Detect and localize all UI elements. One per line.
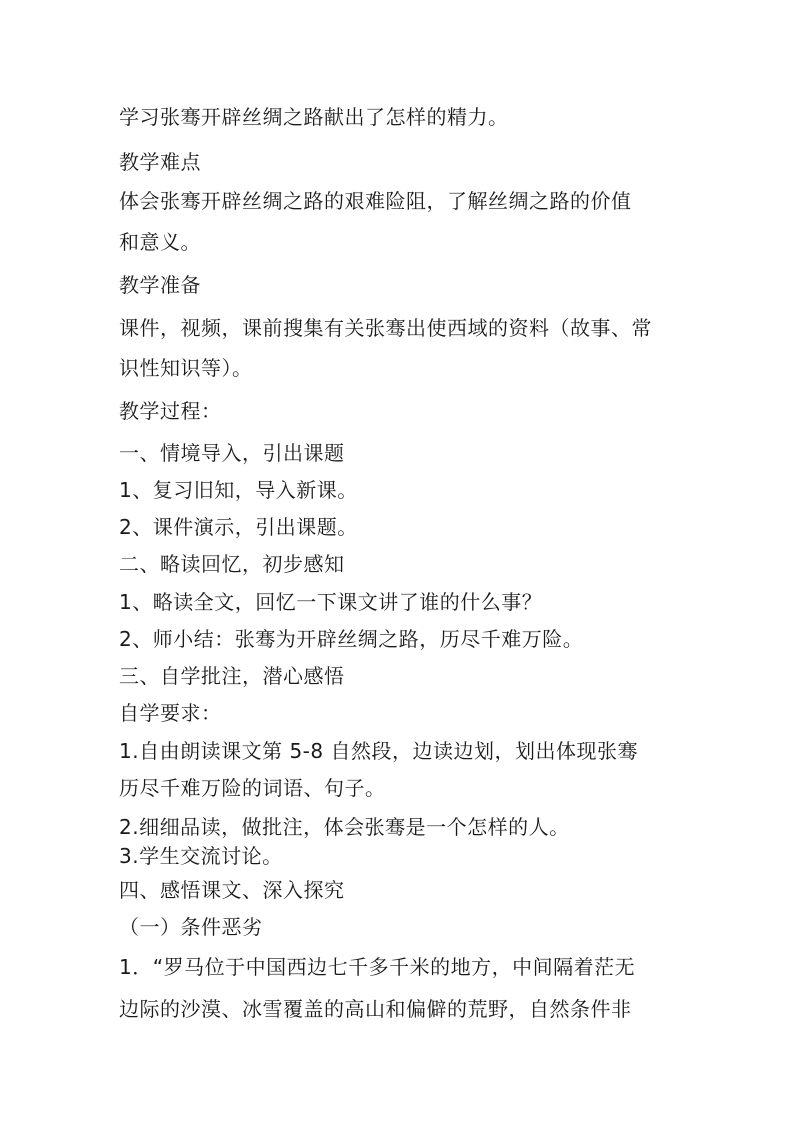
text-line: 学习张骞开辟丝绸之路献出了怎样的精力。 — [119, 105, 509, 129]
list-item: 1.自由朗读课文第 5-8 自然段，边读边划，划出体现张骞 — [119, 739, 638, 763]
text-line: 和意义。 — [119, 230, 201, 254]
list-item: 3.学生交流讨论。 — [119, 844, 283, 868]
list-item: 2、课件演示，引出课题。 — [119, 515, 358, 539]
list-item: 1、略读全文，回忆一下课文讲了谁的什么事？ — [119, 590, 543, 614]
step-heading: 一、情境导入，引出课题 — [119, 441, 345, 465]
step-heading: 二、略读回忆，初步感知 — [119, 552, 345, 576]
text-line: 自学要求： — [119, 701, 222, 725]
text-line: 边际的沙漠、冰雪覆盖的高山和偏僻的荒野，自然条件非 — [119, 997, 632, 1021]
sub-heading: （一）条件恶劣 — [119, 915, 263, 939]
list-item: 1、复习旧知，导入新课。 — [119, 478, 358, 502]
section-heading-process: 教学过程： — [119, 399, 222, 423]
text-line: 体会张骞开辟丝绸之路的艰难险阻，了解丝绸之路的价值 — [119, 189, 632, 213]
list-item: 2.细细品读，做批注，体会张骞是一个怎样的人。 — [119, 815, 570, 839]
step-heading: 四、感悟课文、深入探究 — [119, 878, 345, 902]
section-heading-preparation: 教学准备 — [119, 273, 201, 297]
text-line: 历尽千难万险的词语、句子。 — [119, 776, 386, 800]
section-heading-difficulty: 教学难点 — [119, 150, 201, 174]
text-line: 识性知识等）。 — [119, 356, 253, 380]
list-item: 1．“罗马位于中国西边七千多千米的地方，中间隔着茫无 — [119, 955, 636, 979]
text-line: 课件，视频，课前搜集有关张骞出使西域的资料（故事、常 — [119, 316, 652, 340]
list-item: 2、师小结：张骞为开辟丝绸之路，历尽千难万险。 — [119, 627, 584, 651]
step-heading: 三、自学批注，潜心感悟 — [119, 664, 345, 688]
